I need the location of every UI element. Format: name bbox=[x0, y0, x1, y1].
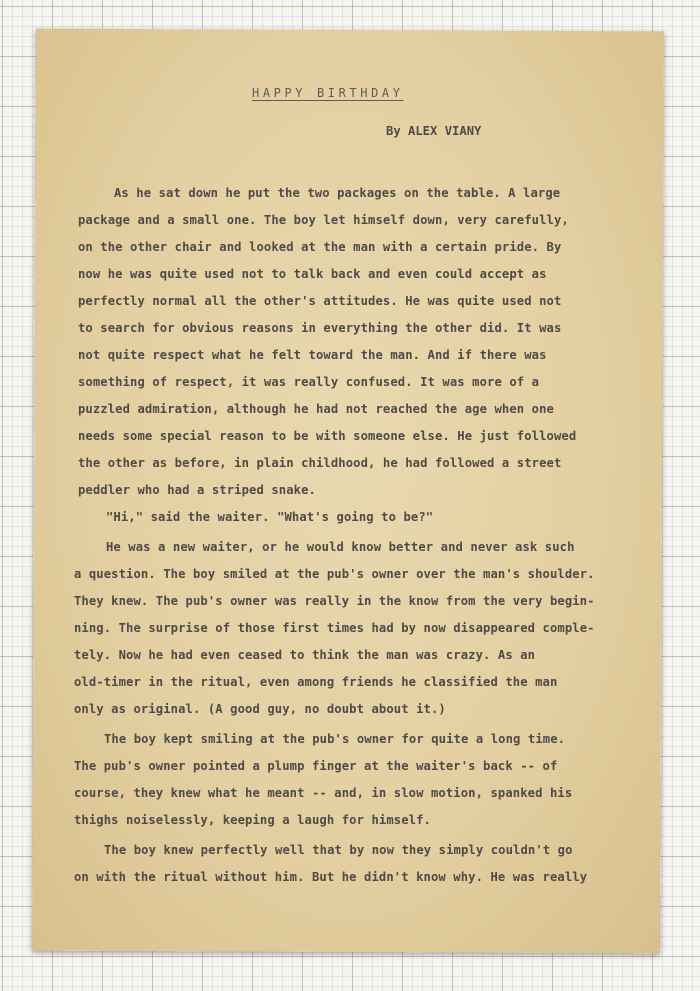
text-line: puzzled admiration, although he had not reached the age when one bbox=[78, 402, 554, 416]
text-line: "Hi," said the waiter. "What's going to be?" bbox=[106, 510, 434, 524]
text-line: He was a new waiter, or he would know better and never ask such bbox=[106, 540, 575, 554]
text-line: something of respect, it was really confused. It was more of a bbox=[78, 375, 540, 389]
text-line: to search for obvious reasons in everything the other did. It was bbox=[78, 321, 562, 335]
text-line: only as original. (A good guy, no doubt about it.) bbox=[74, 702, 446, 716]
text-line: ning. The surprise of those first times had by now disappeared comple- bbox=[74, 621, 595, 635]
text-line: The boy kept smiling at the pub's owner for quite a long time. bbox=[104, 732, 566, 746]
text-line: tely. Now he had even ceased to think the man was crazy. As an bbox=[74, 648, 536, 662]
text-line: old-timer in the ritual, even among friends he classified the man bbox=[74, 675, 558, 689]
text-line: They knew. The pub's owner was really in the know from the very begin- bbox=[74, 594, 595, 608]
text-line: package and a small one. The boy let himself down, very carefully, bbox=[78, 213, 569, 227]
text-line: on with the ritual without him. But he didn't know why. He was really bbox=[74, 870, 588, 884]
text-line: needs some special reason to be with someone else. He just followed bbox=[78, 429, 577, 443]
text-line: on the other chair and looked at the man with a certain pride. By bbox=[78, 240, 562, 254]
text-line: now he was quite used not to talk back and even could accept as bbox=[78, 267, 547, 281]
text-line: a question. The boy smiled at the pub's owner over the man's shoulder. bbox=[74, 567, 595, 581]
text-line: The pub's owner pointed a plump finger at the waiter's back -- of bbox=[74, 759, 558, 773]
author-byline: By ALEX VIANY bbox=[386, 124, 482, 138]
text-line: As he sat down he put the two packages on the table. A large bbox=[114, 186, 561, 200]
text-line: thighs noiselessly, keeping a laugh for himself. bbox=[74, 813, 431, 827]
document-title: HAPPY BIRTHDAY bbox=[252, 86, 404, 100]
text-line: peddler who had a striped snake. bbox=[78, 483, 316, 497]
text-line: perfectly normal all the other's attitudes. He was quite used not bbox=[78, 294, 562, 308]
text-line: course, they knew what he meant -- and, in slow motion, spanked his bbox=[74, 786, 573, 800]
text-line: the other as before, in plain childhood, he had followed a street bbox=[78, 456, 562, 470]
text-line: The boy knew perfectly well that by now they simply couldn't go bbox=[104, 843, 573, 857]
text-line: not quite respect what he felt toward the man. And if there was bbox=[78, 348, 547, 362]
